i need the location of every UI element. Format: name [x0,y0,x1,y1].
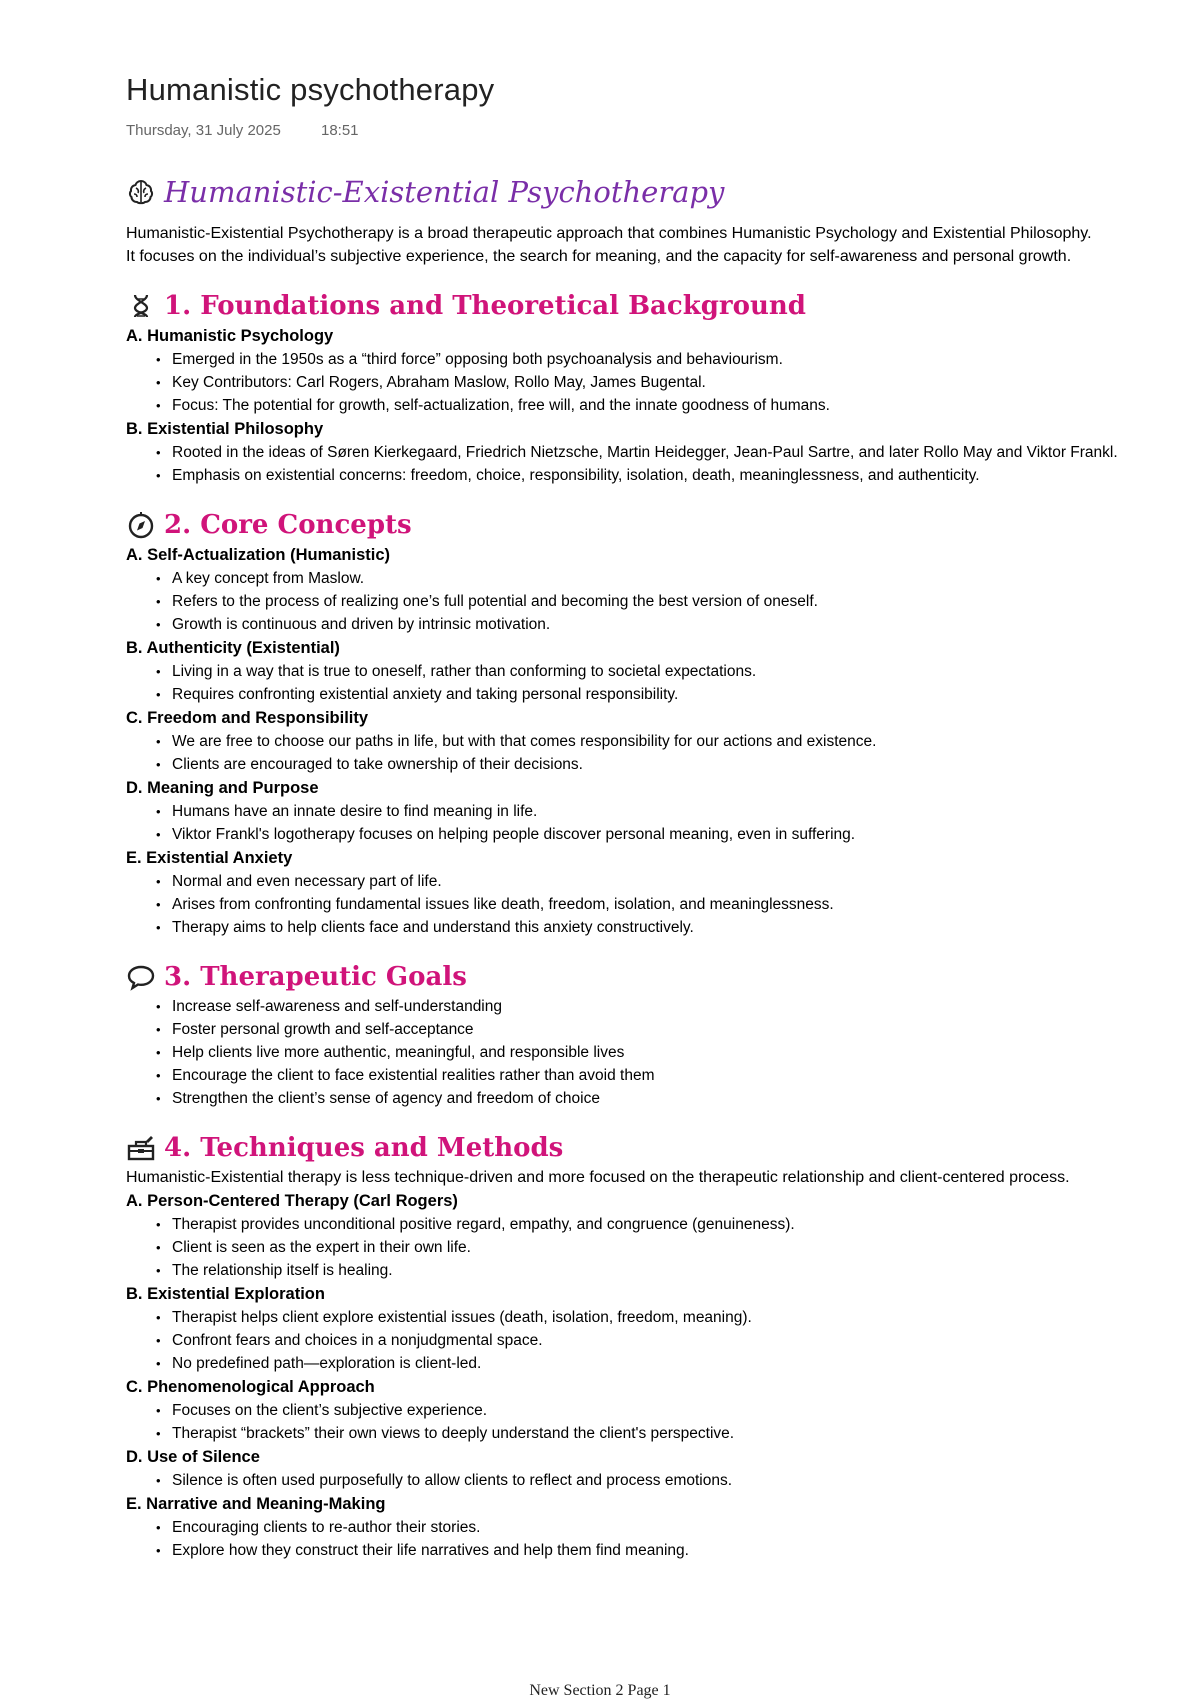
list-item: • Refers to the process of realizing one’s full potential and becoming the best version of oneself. [172,590,1200,613]
list-item: • Viktor Frankl's logotherapy focuses on helping people discover personal meaning, even in suffering. [172,823,1200,846]
s1-list-a [126,348,1200,417]
list-item: • Increase self-awareness and self-understanding [172,995,1200,1018]
s4-subheading-d: D. Use of Silence [126,1448,260,1466]
list-item: • Strengthen the client’s sense of agency and freedom of choice [172,1087,1200,1110]
s2-list-d [126,800,1200,846]
speech-bubble-icon [126,962,156,992]
s4-subheading-e: E. Narrative and Meaning-Making [126,1495,386,1513]
list-item: • A key concept from Maslow. [172,567,1200,590]
list-item: • No predefined path—exploration is client-led. [172,1352,1200,1375]
s4-list-d [126,1469,1200,1492]
section-4-heading [126,1130,1200,1166]
s3-list [126,995,1200,1110]
s1-subheading-b: B. Existential Philosophy [126,420,324,438]
s2-list-e [126,870,1200,939]
s4-list-c [126,1399,1200,1445]
list-item: • Therapist provides unconditional positive regard, empathy, and congruence (genuineness). [172,1213,1200,1236]
list-item: • Rooted in the ideas of Søren Kierkegaard, Friedrich Nietzsche, Martin Heidegger, Jean-Paul Sartre, and later Rollo May and Viktor Frankl. [172,441,1200,464]
section-2-heading-text: 2. Core Concepts [164,510,412,540]
s4-list-b [126,1306,1200,1375]
s4-list-a [126,1213,1200,1282]
dna-icon [126,291,156,321]
s4-intro: Humanistic-Existential therapy is less technique-driven and more focused on the therapeutic relationship and client-centered process. [126,1169,1070,1186]
list-item: • Requires confronting existential anxiety and taking personal responsibility. [172,683,1200,706]
s4-subheading-a: A. Person-Centered Therapy (Carl Rogers) [126,1192,458,1210]
list-item: • Silence is often used purposefully to allow clients to reflect and process emotions. [172,1469,1200,1492]
s2-subheading-e: E. Existential Anxiety [126,849,293,867]
section-4-heading-text: 4. Techniques and Methods [164,1133,564,1163]
list-item: • The relationship itself is healing. [172,1259,1200,1282]
list-item: • We are free to choose our paths in life, but with that comes responsibility for our actions and existence. [172,730,1200,753]
s2-subheading-c: C. Freedom and Responsibility [126,709,369,727]
list-item: • Growth is continuous and driven by intrinsic motivation. [172,613,1200,636]
page-footer: New Section 2 Page 1 [529,1682,671,1699]
list-item: • Emerged in the 1950s as a “third force” opposing both psychoanalysis and behaviourism. [172,348,1200,371]
intro-line-2: It focuses on the individual’s subjective experience, the search for meaning, and the capacity for self-awareness and personal growth. [126,248,1072,265]
s2-subheading-b: B. Authenticity (Existential) [126,639,340,657]
main-heading-text: Humanistic-Existential Psychotherapy [164,175,725,209]
list-item: • Focus: The potential for growth, self-actualization, free will, and the innate goodness of humans. [172,394,1200,417]
list-item: • Explore how they construct their life narratives and help them find meaning. [172,1539,1200,1562]
list-item: • Humans have an innate desire to find meaning in life. [172,800,1200,823]
s2-subheading-a: A. Self-Actualization (Humanistic) [126,546,391,564]
list-item: • Focuses on the client’s subjective experience. [172,1399,1200,1422]
compass-icon [126,510,156,540]
list-item: • Encouraging clients to re-author their stories. [172,1516,1200,1539]
list-item: • Key Contributors: Carl Rogers, Abraham Maslow, Rollo May, James Bugental. [172,371,1200,394]
s2-list-c [126,730,1200,776]
list-item: • Living in a way that is true to oneself, rather than conforming to societal expectations. [172,660,1200,683]
section-3-heading-text: 3. Therapeutic Goals [164,962,467,992]
main-heading [126,172,1200,212]
s2-subheading-d: D. Meaning and Purpose [126,779,319,797]
page-meta [126,122,359,139]
list-item: • Foster personal growth and self-acceptance [172,1018,1200,1041]
list-item: • Help clients live more authentic, meaningful, and responsible lives [172,1041,1200,1064]
section-1-heading [126,288,1200,324]
s2-list-a [126,567,1200,636]
note-content[interactable] [126,172,1200,1562]
page-date: Thursday, 31 July 2025 [126,122,281,139]
section-2-heading [126,507,1200,543]
list-item: • Therapy aims to help clients face and understand this anxiety constructively. [172,916,1200,939]
list-item: • Client is seen as the expert in their own life. [172,1236,1200,1259]
section-1-heading-text: 1. Foundations and Theoretical Background [164,291,806,321]
toolbox-icon [126,1133,156,1163]
list-item: • Encourage the client to face existential realities rather than avoid them [172,1064,1200,1087]
list-item: • Therapist helps client explore existential issues (death, isolation, freedom, meaning). [172,1306,1200,1329]
s1-subheading-a: A. Humanistic Psychology [126,327,334,345]
page-time: 18:51 [320,122,359,139]
list-item: • Arises from confronting fundamental issues like death, freedom, isolation, and meaninglessness. [172,893,1200,916]
list-item: • Normal and even necessary part of life. [172,870,1200,893]
s2-list-b [126,660,1200,706]
list-item: • Clients are encouraged to take ownership of their decisions. [172,753,1200,776]
s4-subheading-c: C. Phenomenological Approach [126,1378,375,1396]
list-item: • Confront fears and choices in a nonjudgmental space. [172,1329,1200,1352]
section-3-heading [126,959,1200,995]
brain-icon [126,177,156,207]
intro-line-1: Humanistic-Existential Psychotherapy is a broad therapeutic approach that combines Humanistic Psychology and Existential Philosophy. [126,225,1092,242]
list-item: • Therapist “brackets” their own views to deeply understand the client's perspective. [172,1422,1200,1445]
list-item: • Emphasis on existential concerns: freedom, choice, responsibility, isolation, death, meaninglessness, and authenticity. [172,464,1200,487]
s1-list-b [126,441,1200,487]
s4-subheading-b: B. Existential Exploration [126,1285,325,1303]
s4-list-e [126,1516,1200,1562]
page-title[interactable]: Humanistic psychotherapy [126,72,495,107]
